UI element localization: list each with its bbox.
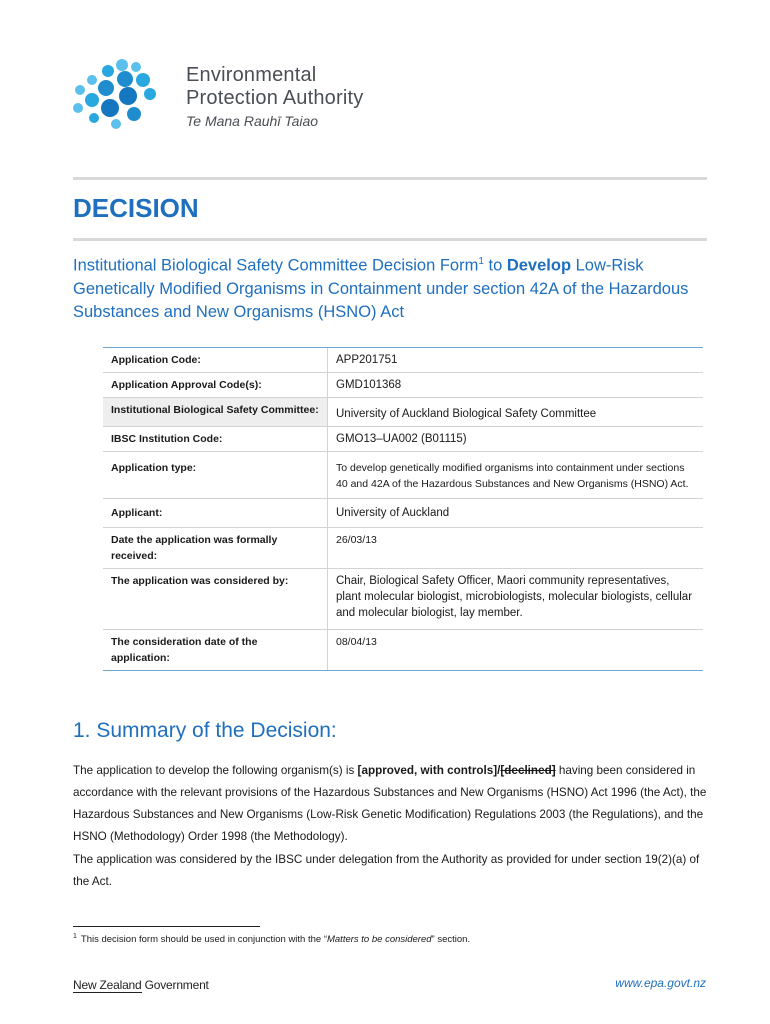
table-row	[103, 569, 703, 630]
table-row	[103, 499, 703, 528]
row-label: The consideration date of the application:	[111, 636, 258, 664]
table-row	[103, 373, 703, 398]
row-label: The application was considered by:	[111, 575, 289, 587]
table-row	[103, 630, 703, 670]
footnote-ref: 1	[478, 256, 484, 267]
table-row	[103, 398, 703, 427]
footer-url-link[interactable]: www.epa.govt.nz	[615, 976, 706, 990]
subtitle-part-2: to	[483, 256, 507, 275]
table-row	[103, 348, 703, 373]
epa-dots-logo-icon	[70, 58, 180, 130]
nz-government-logo	[73, 978, 209, 992]
p1-text-b: having been considered in accordance with the relevant provisions of the Hazardous Substances and New Organisms (HSNO) Act 1996 (the Act), the Hazardous Substances and New Organisms (Low-Risk Genetic Modification) Regulations 2003 (the Regulations), and the HSNO (Methodology) Order 1998 (the Methodology).	[73, 764, 707, 843]
p1-text-a: The application to develop the following organism(s) is	[73, 764, 358, 777]
summary-paragraph-1	[73, 760, 713, 848]
subtitle-part-3: Low-Risk Genetically Modified Organisms in Containment under section 42A of the Hazardous Substances and New Organisms (HSNO) Act	[73, 256, 689, 321]
subtitle-bold: Develop	[506, 256, 572, 275]
title-divider	[73, 238, 707, 241]
footnote-divider	[73, 926, 260, 927]
summary-paragraph-2: The application was considered by the IBSC under delegation from the Authority as provided for under section 19(2)(a) of the Act.	[73, 853, 700, 888]
table-row	[103, 528, 703, 569]
row-label: Application type:	[111, 462, 197, 474]
row-value: University of Auckland	[327, 499, 703, 527]
row-label: Date the application was formally received:	[111, 534, 278, 562]
table-row	[103, 452, 703, 499]
footnote-number: 1	[73, 933, 77, 940]
footnote-italic: Matters to be considered	[326, 934, 432, 946]
application-details-table	[103, 347, 703, 671]
row-value: To develop genetically modified organisms into containment under sections 40 and 42A of the Hazardous Substances and New Organisms (HSNO) Act.	[327, 452, 703, 498]
epa-logo	[70, 58, 410, 134]
row-label: Application Approval Code(s):	[111, 379, 262, 391]
top-divider	[73, 177, 707, 180]
row-value: GMD101368	[327, 373, 703, 397]
section-heading-summary: 1. Summary of the Decision:	[73, 719, 337, 742]
subtitle-part-1: Institutional Biological Safety Committee Decision Form	[73, 256, 479, 275]
p1-declined-struck: [declined]	[500, 764, 556, 777]
logo-line-2: Protection Authority	[186, 87, 364, 109]
row-label: IBSC Institution Code:	[111, 433, 223, 445]
nz-text: New Zealand	[73, 978, 142, 992]
p1-approved: [approved, with controls]/	[357, 764, 501, 777]
footnote	[73, 933, 470, 945]
logo-line-3: Te Mana Rauhī Taiao	[186, 113, 319, 129]
footnote-text-a: This decision form should be used in conjunction with the “	[80, 934, 327, 946]
gov-text: Government	[141, 978, 209, 992]
row-value: University of Auckland Biological Safety Committee	[327, 398, 703, 426]
document-subtitle	[73, 250, 713, 324]
row-label: Applicant:	[111, 507, 163, 519]
table-row	[103, 427, 703, 452]
page-title: DECISION	[73, 193, 199, 223]
footnote-text-b: ” section.	[431, 934, 471, 946]
row-value: 26/03/13	[327, 528, 703, 568]
logo-line-1: Environmental	[186, 64, 317, 86]
row-label: Institutional Biological Safety Committee:	[103, 398, 327, 426]
row-value: Chair, Biological Safety Officer, Maori community representatives, plant molecular biologist, microbiologists, molecular biologists, cellular and molecular biologist, lay member.	[327, 569, 703, 629]
row-value: GMO13–UA002 (B01115)	[327, 427, 703, 451]
row-label: Application Code:	[111, 354, 201, 366]
row-value: APP201751	[327, 348, 703, 372]
row-value: 08/04/13	[327, 630, 703, 670]
